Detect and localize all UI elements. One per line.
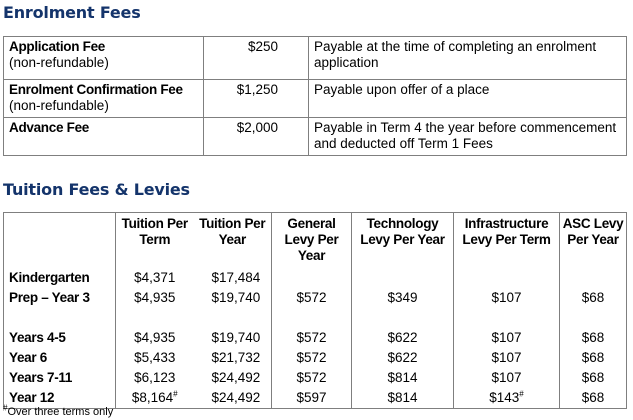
table-row xyxy=(4,118,627,156)
technology-levy xyxy=(352,268,454,288)
empty-cell xyxy=(560,308,627,328)
tuition-per-year: $21,732 xyxy=(194,348,272,368)
infrastructure-levy xyxy=(454,268,560,288)
asc-levy: $68 xyxy=(581,289,605,305)
row-label: Kindergarten xyxy=(4,268,116,288)
fee-description: Payable upon offer of a place xyxy=(309,80,627,118)
fee-label-cell xyxy=(4,80,204,118)
tuition-per-year: $24,492 xyxy=(194,368,272,388)
enrolment-fees-table xyxy=(3,36,627,156)
table-row xyxy=(4,80,627,118)
row-label: Prep – Year 3 xyxy=(4,288,116,308)
table-row xyxy=(4,37,627,80)
tuition-fees-title: Tuition Fees & Levies xyxy=(3,180,190,199)
footnote-mark: # xyxy=(3,403,8,413)
footnote-text: Over three terms only xyxy=(7,406,114,418)
row-label: Years 4-5 xyxy=(4,328,116,348)
general-levy: $572 xyxy=(272,288,352,308)
empty-cell xyxy=(194,308,272,328)
asc-levy: $68 xyxy=(581,389,605,405)
tuition-per-year: $17,484 xyxy=(194,268,272,288)
asc-levy xyxy=(560,268,627,288)
technology-levy: $814 xyxy=(352,388,454,409)
table-row xyxy=(4,328,627,348)
asc-levy: $68 xyxy=(581,329,605,345)
empty-cell xyxy=(4,308,116,328)
technology-levy: $622 xyxy=(352,348,454,368)
empty-cell xyxy=(272,308,352,328)
infrastructure-levy: $143 xyxy=(489,389,520,405)
general-levy xyxy=(272,268,352,288)
empty-cell xyxy=(116,308,194,328)
empty-cell xyxy=(454,308,560,328)
technology-levy: $349 xyxy=(352,288,454,308)
empty-cell xyxy=(352,308,454,328)
column-header-infrastructure-levy: Infrastructure Levy Per Term xyxy=(454,213,560,268)
footnote xyxy=(3,403,114,418)
tuition-per-term: $4,935 xyxy=(134,289,176,305)
table-row xyxy=(4,288,627,308)
infrastructure-levy: $107 xyxy=(454,348,560,368)
footnote-mark: # xyxy=(173,389,178,398)
tuition-per-term: $8,164 xyxy=(131,389,174,405)
row-label: Years 7-11 xyxy=(4,368,116,388)
infrastructure-levy: $107 xyxy=(454,328,560,348)
table-row xyxy=(4,368,627,388)
general-levy: $572 xyxy=(272,328,352,348)
tuition-per-term: $5,433 xyxy=(134,349,176,365)
technology-levy: $622 xyxy=(352,328,454,348)
tuition-per-term: $4,935 xyxy=(134,329,176,345)
fee-amount: $250 xyxy=(204,37,309,80)
fee-sublabel: (non-refundable) xyxy=(9,98,109,113)
enrolment-fees-title: Enrolment Fees xyxy=(3,3,141,22)
header-row xyxy=(4,213,627,268)
fee-label-cell xyxy=(4,118,204,156)
fee-description: Payable in Term 4 the year before commencement and deducted off Term 1 Fees xyxy=(309,118,627,156)
fee-amount: $1,250 xyxy=(204,80,309,118)
tuition-per-term-cell xyxy=(116,388,194,409)
column-header-technology-levy: Technology Levy Per Year xyxy=(352,213,454,268)
fee-label: Advance Fee xyxy=(9,120,89,135)
column-header-tuition-year: Tuition Per Year xyxy=(194,213,272,268)
general-levy: $572 xyxy=(272,368,352,388)
row-label: Year 12 xyxy=(4,388,116,409)
general-levy: $572 xyxy=(272,348,352,368)
table-row xyxy=(4,348,627,368)
infrastructure-levy: $107 xyxy=(454,368,560,388)
spacer-row xyxy=(4,308,627,328)
tuition-per-year: $19,740 xyxy=(194,288,272,308)
column-header-level xyxy=(4,213,116,268)
asc-levy: $68 xyxy=(581,369,605,385)
table-row xyxy=(4,388,627,409)
column-header-general-levy: General Levy Per Year xyxy=(272,213,352,268)
tuition-per-year: $19,740 xyxy=(194,328,272,348)
infrastructure-levy-cell xyxy=(454,388,560,409)
general-levy: $597 xyxy=(272,388,352,409)
tuition-per-term: $6,123 xyxy=(134,369,176,385)
fee-label: Enrolment Confirmation Fee xyxy=(9,82,183,97)
fee-description: Payable at the time of completing an enrolment application xyxy=(309,37,627,80)
column-header-tuition-term: Tuition Per Term xyxy=(121,216,188,247)
fee-label: Application Fee xyxy=(9,39,106,54)
tuition-per-year: $24,492 xyxy=(194,388,272,409)
table-row xyxy=(4,268,627,288)
fee-sublabel: (non-refundable) xyxy=(9,55,109,70)
column-header-asc-levy: ASC Levy Per Year xyxy=(562,216,624,247)
asc-levy: $68 xyxy=(581,349,605,365)
infrastructure-levy: $107 xyxy=(454,288,560,308)
row-label: Year 6 xyxy=(4,348,116,368)
tuition-per-term: $4,371 xyxy=(134,269,176,285)
fee-label-cell xyxy=(4,37,204,80)
technology-levy: $814 xyxy=(352,368,454,388)
fee-amount: $2,000 xyxy=(204,118,309,156)
footnote-mark: # xyxy=(519,389,524,398)
tuition-fees-table xyxy=(3,212,627,409)
